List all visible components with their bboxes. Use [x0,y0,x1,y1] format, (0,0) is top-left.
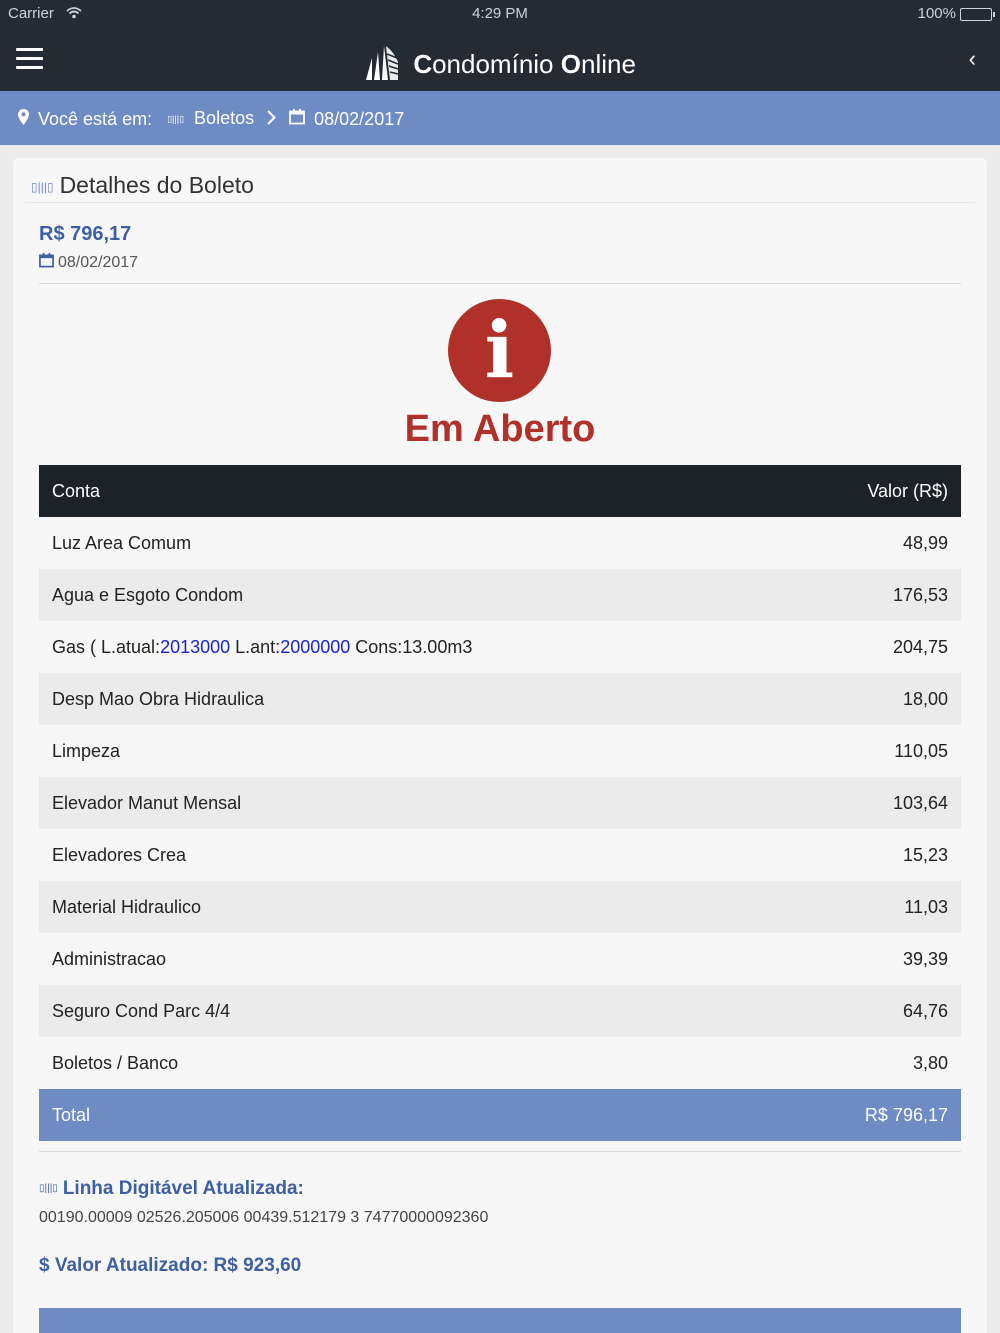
table-row [39,517,961,569]
table-row [39,829,961,881]
calendar-icon [289,109,305,130]
row-value: 64,76 [780,985,961,1037]
back-icon[interactable]: ‹ [968,46,976,71]
table-row [39,933,961,985]
table-row [39,725,961,777]
battery-percent: 100% [917,5,956,22]
row-value: 11,03 [780,881,961,933]
divider [25,202,975,203]
row-value: 103,64 [780,777,961,829]
card-title: ▯|||▯ Detalhes do Boleto [31,172,254,198]
table-row [39,1037,961,1089]
logo-icon [364,42,400,87]
brand [0,42,1000,87]
breadcrumb [0,91,1000,145]
row-account: Administracao [39,933,780,985]
table-row [39,621,961,673]
info-icon: i [448,299,551,402]
breadcrumb-boletos-link[interactable]: Boletos [194,108,255,128]
row-account: Luz Area Comum [39,517,780,569]
row-account: Boletos / Banco [39,1037,780,1089]
row-value: 176,53 [780,569,961,621]
barcode-icon: ▯|||▯ [39,1183,58,1195]
row-account: Agua e Esgoto Condom [39,569,780,621]
row-account: Material Hidraulico [39,881,780,933]
calendar-icon [39,253,54,273]
linha-digitavel-title: ▯|||▯ Linha Digitável Atualizada: [39,1178,304,1199]
row-value: 110,05 [780,725,961,777]
header-account: Conta [39,465,780,517]
divider [39,283,961,284]
status-time: 4:29 PM [472,5,528,22]
brand-name: Condomínio Online [413,49,636,79]
boleto-date: 08/02/2017 [39,253,138,273]
total-label: Total [39,1089,780,1141]
row-value: 15,23 [780,829,961,881]
charges-table [39,465,961,1141]
row-value: 39,39 [780,933,961,985]
boleto-amount: R$ 796,17 [39,223,132,245]
row-account: Desp Mao Obra Hidraulica [39,673,780,725]
row-value: 48,99 [780,517,961,569]
valor-atualizado: $ Valor Atualizado: R$ 923,60 [39,1255,302,1276]
row-account: Seguro Cond Parc 4/4 [39,985,780,1037]
total-value: R$ 796,17 [780,1089,961,1141]
table-row [39,881,961,933]
status-label: Em Aberto [404,408,596,450]
table-row [39,985,961,1037]
boleto-details-card [13,158,987,1333]
row-account: Elevador Manut Mensal [39,777,780,829]
row-account: Gas ( L.atual:2013000 L.ant:2000000 Cons:13.00m3 [39,621,780,673]
divider [39,1151,961,1152]
barcode-icon: ▯|||▯ [31,179,54,194]
row-value: 18,00 [780,673,961,725]
table-row [39,569,961,621]
carrier-label: Carrier [8,5,54,22]
table-row [39,673,961,725]
table-row [39,777,961,829]
chevron-right-icon [267,109,276,130]
row-account: Limpeza [39,725,780,777]
barcode-icon: ▯|||▯ [167,113,185,124]
location-pin-icon [18,109,29,130]
row-account: Elevadores Crea [39,829,780,881]
status-bar [0,0,1000,28]
row-value: 3,80 [780,1037,961,1089]
table-header [39,465,961,517]
linha-digitavel-code: 00190.00009 02526.205006 00439.512179 3 74770000092360 [39,1209,489,1226]
breadcrumb-prefix: Você está em: [38,108,153,129]
navbar [0,28,1000,91]
breadcrumb-date: 08/02/2017 [314,108,405,129]
action-button[interactable] [39,1308,961,1333]
battery-icon [960,8,992,21]
header-value: Valor (R$) [780,465,961,517]
table-total-row [39,1089,961,1141]
row-value: 204,75 [780,621,961,673]
